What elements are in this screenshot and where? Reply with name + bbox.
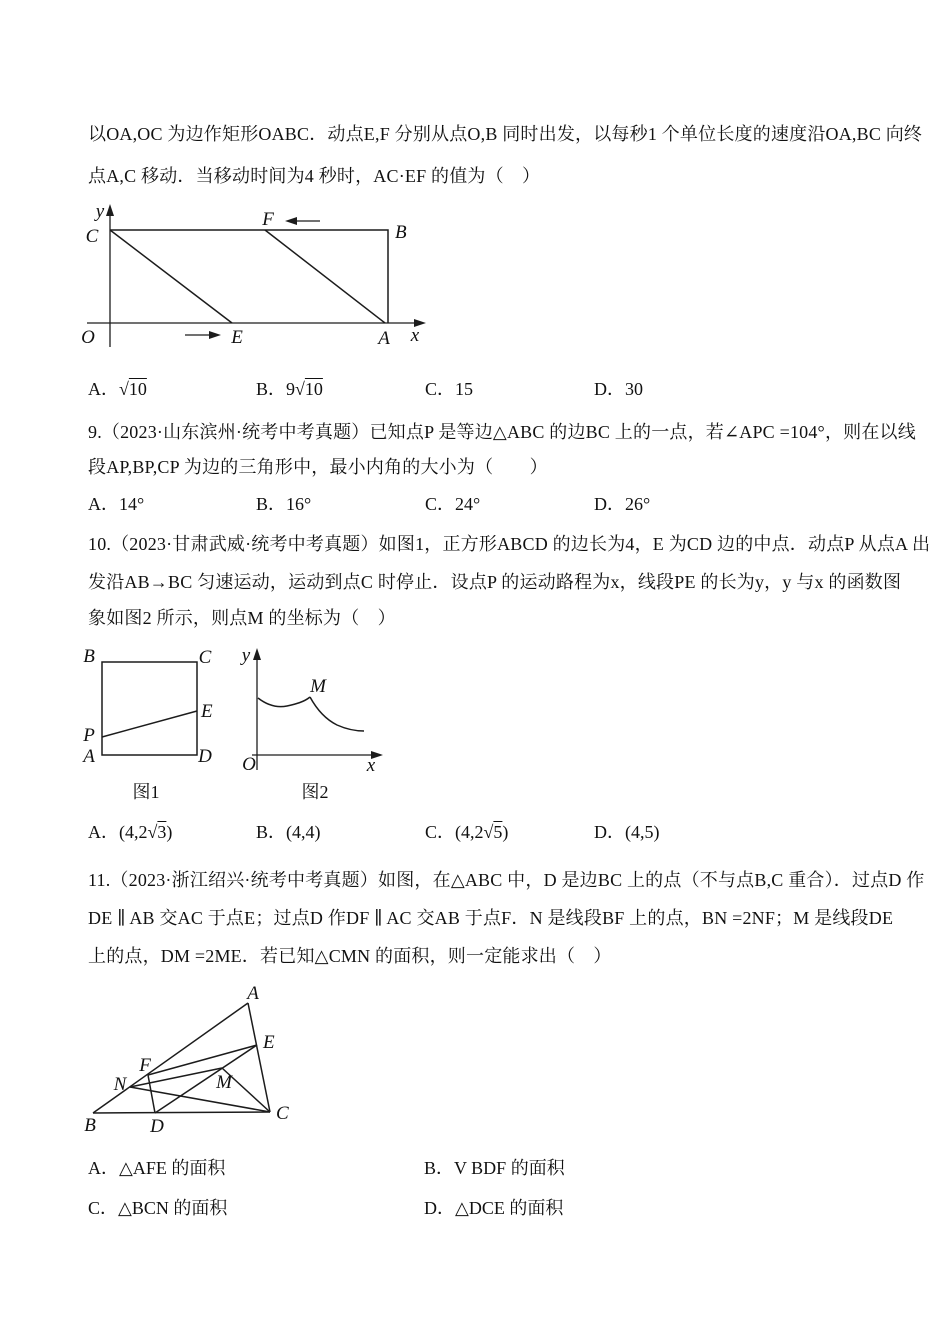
problem-10-choice-b: B．(4,4) bbox=[256, 822, 321, 842]
problem-9-choice-d: D．26° bbox=[594, 494, 651, 514]
problem-8-choice-a: A．√10 bbox=[88, 379, 147, 399]
segment-ce bbox=[110, 230, 232, 323]
problem-10-choice-a: A．(4,2√3) bbox=[88, 822, 173, 842]
y-axis bbox=[106, 204, 114, 347]
label-c: C bbox=[198, 647, 212, 668]
label-d: D bbox=[150, 1116, 164, 1137]
label-o: O bbox=[81, 327, 95, 348]
arrow-left-icon bbox=[285, 217, 320, 225]
label-b: B bbox=[395, 222, 407, 243]
label-n: N bbox=[113, 1074, 127, 1095]
problem-11-text-line-2: DE ∥ AB 交AC 于点E；过点D 作DF ∥ AC 交AB 于点F．N 是线段BF 上的点，BN =2NF；M 是线段DE bbox=[88, 908, 894, 928]
problem-8-choice-c: C．15 bbox=[425, 379, 474, 399]
problem-11-choice-b: B．V BDF 的面积 bbox=[424, 1158, 565, 1178]
label-e: E bbox=[231, 327, 243, 348]
figure-function-graph bbox=[240, 645, 383, 802]
label-x: x bbox=[410, 325, 420, 346]
problem-8-choice-d: D．30 bbox=[594, 379, 643, 399]
problem-10-text-line-2: 发沿AB→BC 匀速运动，运动到点C 时停止．设点P 的运动路程为x，线段PE 的长为y，y 与x 的函数图 bbox=[88, 572, 902, 592]
label-c: C bbox=[85, 226, 99, 247]
problem-11-choice-c: C．△BCN 的面积 bbox=[88, 1198, 228, 1218]
label-a: A bbox=[247, 985, 259, 1004]
problem-9-text-line-1: 9.（2023·山东滨州·统考中考真题）已知点P 是等边△ABC 的边BC 上的一点，若∠APC =104°，则在以线 bbox=[88, 422, 916, 442]
segment-nc bbox=[130, 1087, 270, 1112]
label-p: P bbox=[83, 725, 95, 746]
label-m: M bbox=[216, 1072, 232, 1093]
figure-1-caption: 图1 bbox=[132, 782, 160, 802]
label-e: E bbox=[263, 1032, 275, 1053]
segment-fa bbox=[265, 230, 385, 323]
triangle-lines bbox=[93, 1003, 270, 1113]
label-y: y bbox=[95, 201, 105, 222]
segment-pe bbox=[102, 711, 197, 737]
rectangle-outline bbox=[110, 230, 388, 323]
problem-11-text-line-3: 上的点，DM =2ME．若已知△CMN 的面积，则一定能求出（ ） bbox=[88, 946, 612, 966]
curve-before-m bbox=[258, 697, 310, 707]
label-b: B bbox=[83, 646, 95, 667]
problem-8-choice-b: B．9√10 bbox=[256, 379, 323, 399]
problem-11-text-line-1: 11.（2023·浙江绍兴·统考中考真题）如图，在△ABC 中，D 是边BC 上的点（不与点B,C 重合）．过点D 作 bbox=[88, 870, 925, 890]
problem-8-text-line-2: 点A,C 移动．当移动时间为4 秒时，AC·EF 的值为（ ） bbox=[88, 166, 541, 186]
label-d: D bbox=[198, 746, 212, 767]
y-axis bbox=[253, 648, 261, 770]
problem-10-choice-d: D．(4,5) bbox=[594, 822, 660, 842]
label-f: F bbox=[139, 1055, 151, 1076]
problem-9-choice-b: B．16° bbox=[256, 494, 312, 514]
label-y: y bbox=[241, 645, 251, 666]
x-axis bbox=[252, 751, 383, 759]
problem-11-choice-d: D．△DCE 的面积 bbox=[424, 1198, 564, 1218]
figure-2-caption: 图2 bbox=[301, 782, 329, 802]
problem-10-text-line-3: 象如图2 所示，则点M 的坐标为（ ） bbox=[88, 608, 396, 628]
x-axis bbox=[87, 319, 426, 327]
problem-9-text-line-2: 段AP,BP,CP 为边的三角形中，最小内角的大小为（ ） bbox=[88, 457, 548, 477]
problem-8-text-line-1: 以OA,OC 为边作矩形OABC．动点E,F 分别从点O,B 同时出发，以每秒1 个单位长度的速度沿OA,BC 向终 bbox=[88, 124, 923, 144]
y-axis-arrow-icon bbox=[253, 648, 261, 660]
problem-9-choice-c: C．24° bbox=[425, 494, 481, 514]
label-f: F bbox=[262, 209, 274, 230]
problem-11-choice-a: A．△AFE 的面积 bbox=[88, 1158, 226, 1178]
figure-rectangle-oabc bbox=[75, 200, 435, 352]
figure-square-and-graph bbox=[75, 645, 395, 810]
label-a: A bbox=[83, 746, 95, 767]
curve-after-m bbox=[310, 697, 364, 731]
figure-triangle-abc bbox=[75, 985, 310, 1145]
figure-square-abcd bbox=[81, 646, 213, 802]
label-b: B bbox=[84, 1115, 96, 1136]
label-a: A bbox=[378, 328, 390, 349]
problem-10-choice-c: C．(4,2√5) bbox=[425, 822, 509, 842]
label-e: E bbox=[201, 701, 213, 722]
label-m: M bbox=[310, 676, 326, 697]
segment-fe bbox=[148, 1045, 257, 1075]
label-x: x bbox=[366, 755, 376, 776]
label-c: C bbox=[276, 1103, 289, 1124]
label-o: O bbox=[242, 754, 256, 775]
problem-10-text-line-1: 10.（2023·甘肃武威·统考中考真题）如图1，正方形ABCD 的边长为4，E 为CD 边的中点．动点P 从点A 出 bbox=[88, 534, 931, 554]
problem-9-choice-a: A．14° bbox=[88, 494, 145, 514]
segment-df bbox=[148, 1075, 155, 1113]
y-axis-arrow-icon bbox=[106, 204, 114, 216]
arrow-right-icon bbox=[185, 331, 221, 339]
